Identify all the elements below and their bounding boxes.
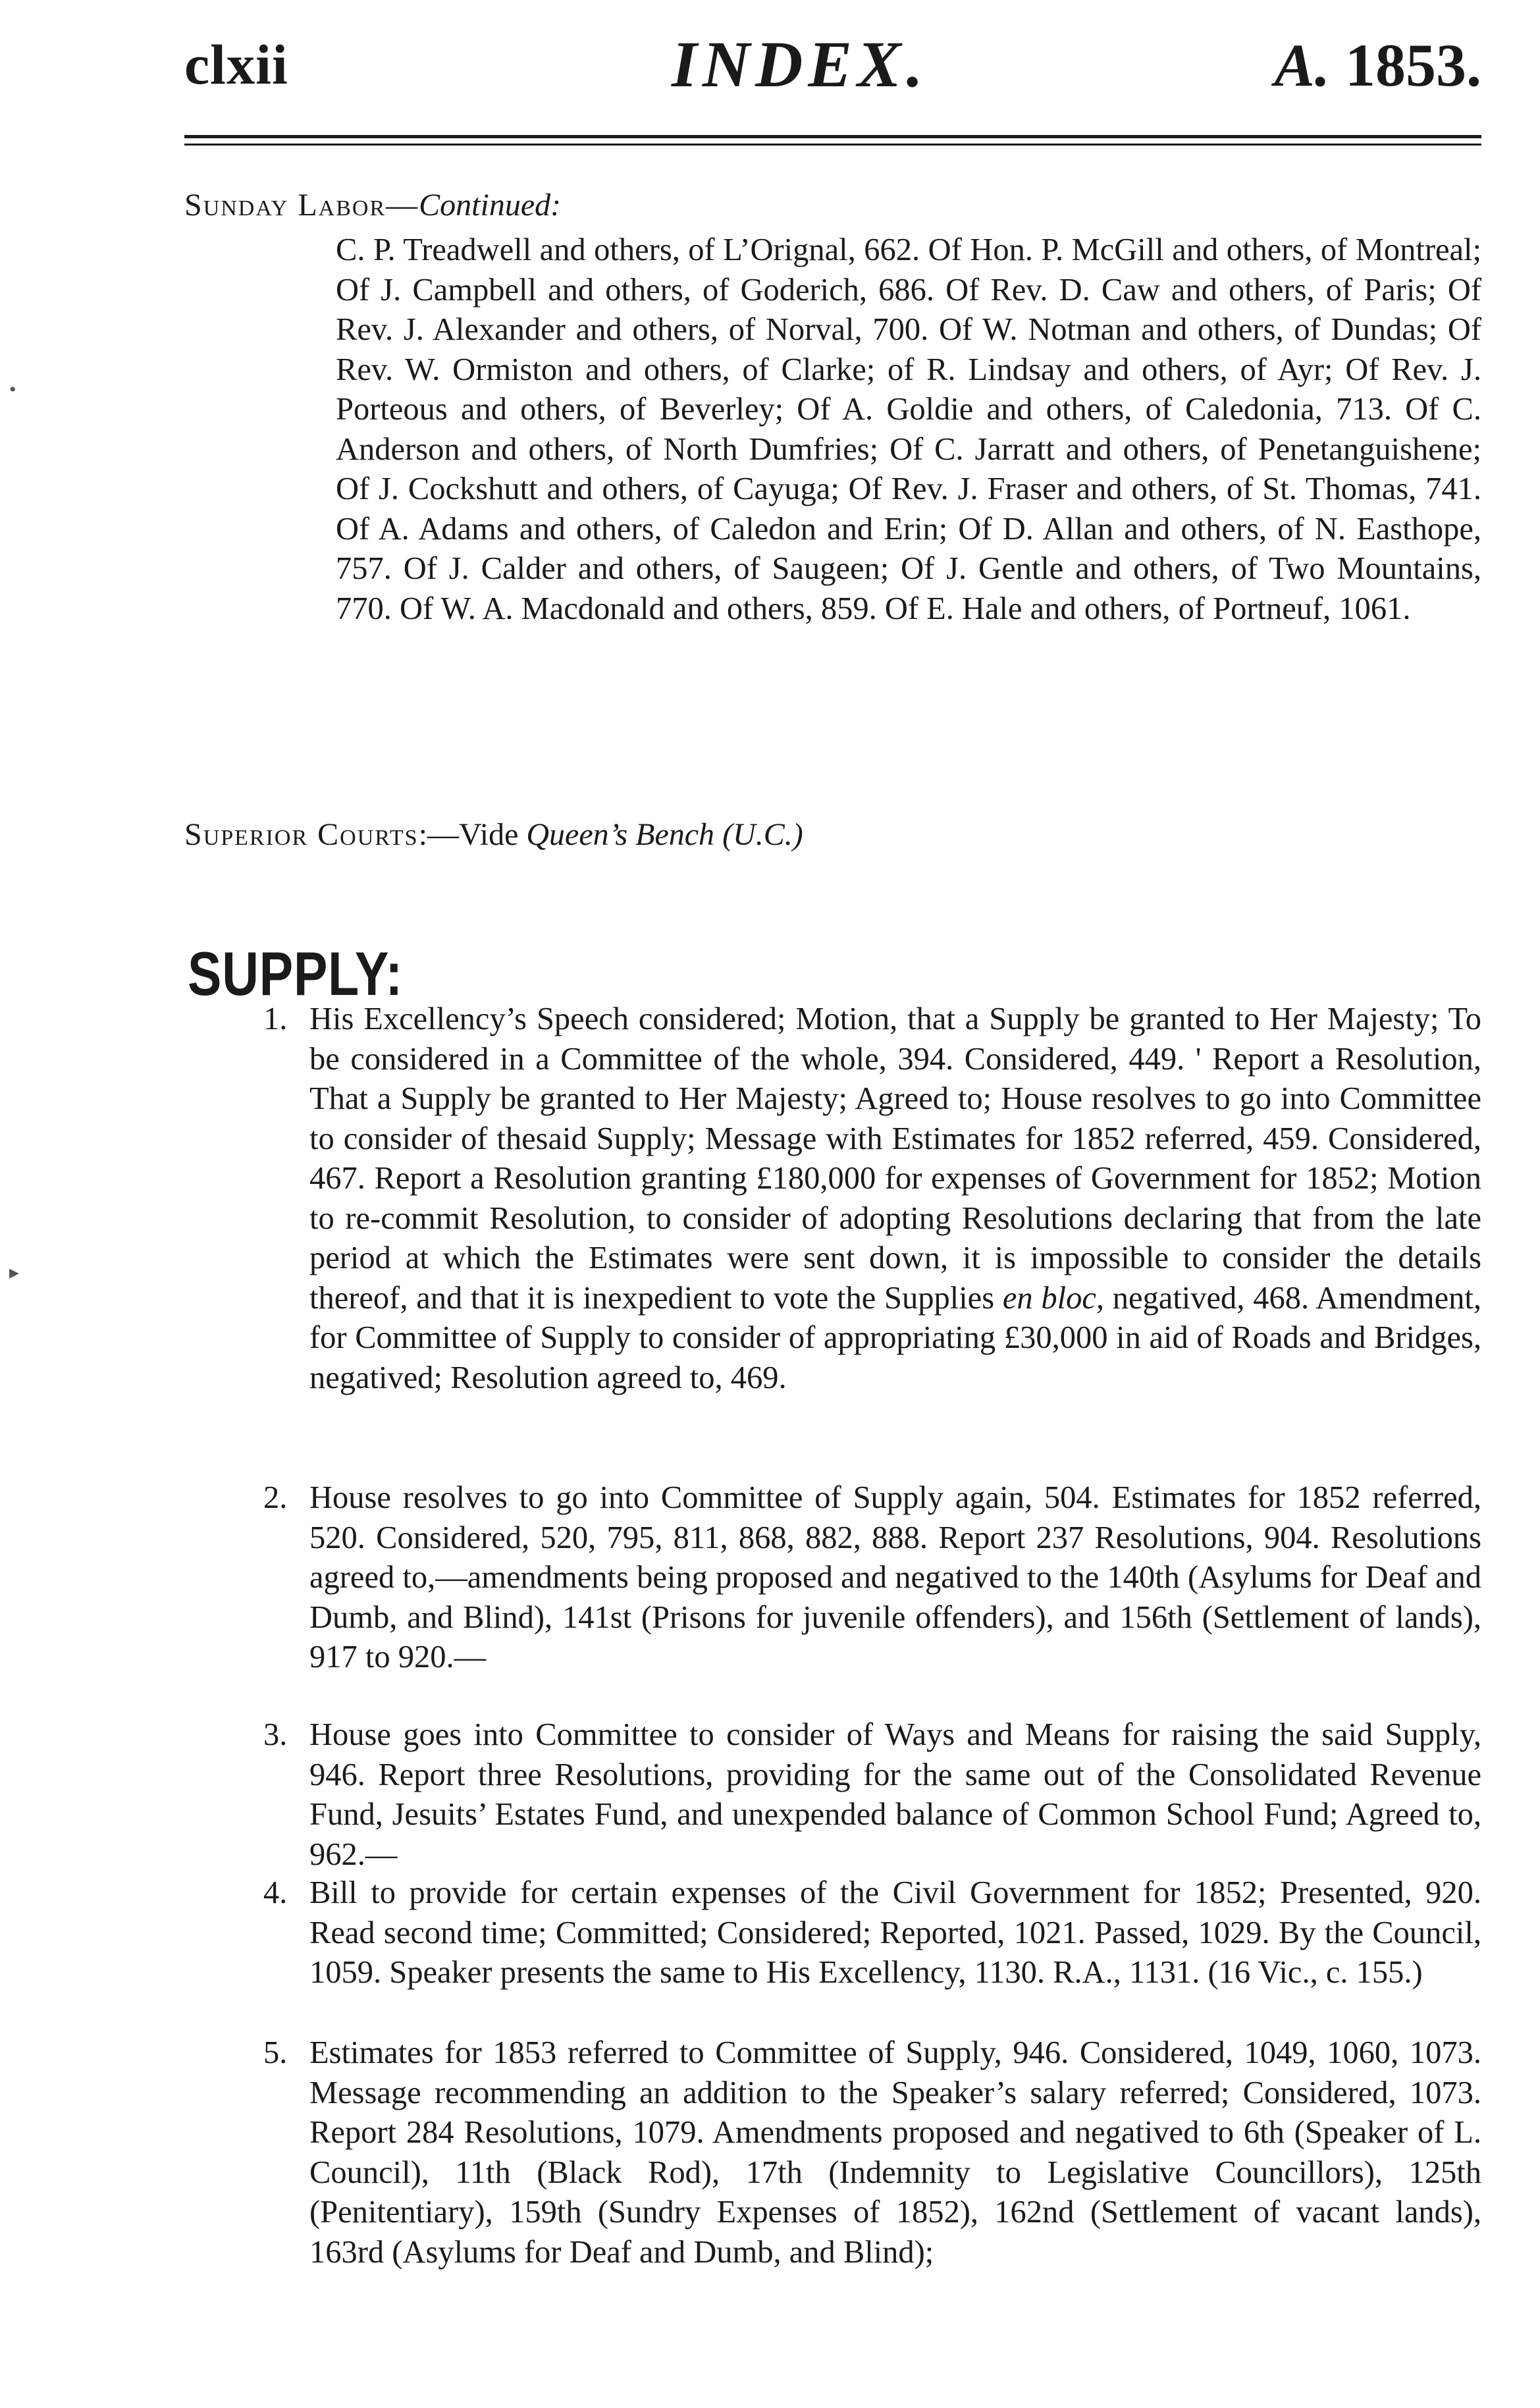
- entry-number: 4.: [263, 1875, 288, 1910]
- entry-text: [309, 1873, 1481, 1993]
- supply-entry-1: [263, 1000, 1481, 1398]
- section-letter: A.: [1274, 32, 1330, 99]
- entry-number: 1.: [263, 1002, 288, 1036]
- supply-entry-5: [263, 2033, 1481, 2272]
- entry-number: 2.: [263, 1480, 288, 1515]
- entry-text: [309, 1715, 1481, 1875]
- entry-text: [309, 1000, 1481, 1398]
- superior-courts-heading: [184, 815, 803, 855]
- supply-entry-4: [263, 1873, 1481, 1993]
- scan-mark: •: [9, 379, 16, 400]
- header-rule-thick: [184, 135, 1481, 138]
- year: 1853.: [1345, 32, 1481, 99]
- entry-number: 3.: [263, 1717, 288, 1752]
- supply-heading: SUPPLY:: [188, 939, 404, 1008]
- cross-reference-paren: (U.C.): [722, 817, 803, 852]
- page-number: clxii: [184, 33, 288, 96]
- page-header: [184, 26, 1481, 112]
- entry-text-part: House goes into Committee to consider of Ways and Means for raising the said Supply, 946. Report three Resolutions, providing for the same out of the Consolidated Revenue Fund, Jesuits’ Estates Fund, and unexpended balance of Common School Fund; Agreed to, 962.—: [309, 1717, 1481, 1872]
- entry-text: [309, 1478, 1481, 1678]
- superior-courts-heading-text: Superior Courts: [184, 817, 419, 852]
- entry-text-part: Estimates for 1853 referred to Committee of Supply, 946. Considered, 1049, 1060, 1073. Message recommending an addition to the Speaker’s salary referred; Considered, 1073. Report 284 Resolutions, 1079. Amendments proposed and negatived to 6th (Speaker of L. Council), 11th (Black Rod), 17th (Indemnity to Legislative Councillors), 125th (Penitentiary), 159th (Sundry Expenses of 1852), 162nd (Settlement of vacant lands), 163rd (Asylums for Deaf and Dumb, and Blind);: [309, 2035, 1481, 2270]
- sunday-labor-heading: [184, 186, 561, 225]
- cross-reference: Queen’s Bench: [526, 817, 715, 852]
- supply-entry-2: [263, 1478, 1481, 1678]
- entry-text-part: Bill to provide for certain expenses of the Civil Government for 1852; Presented, 920. Read second time; Committed; Considered; Reported, 1021. Passed, 1029. By the Council, 1059. Speaker presents the same to His Excellency, 1130. R.A., 1131. (16 Vic., c. 155.): [309, 1875, 1481, 1990]
- sunday-labor-body: C. P. Treadwell and others, of L’Orignal, 662. Of Hon. P. McGill and others, of Montreal; Of J. Campbell and others, of Goderich, 686. Of Rev. D. Caw and others, of Paris; Of Rev. J. Alexander and others, of Norval, 700. Of W. Notman and others, of Dundas; Of Rev. W. Ormiston and others, of Clarke; of R. Lindsay and others, of Ayr; Of Rev. J. Porteous and others, of Beverley; Of A. Goldie and others, of Caledonia, 713. Of C. Anderson and others, of North Dumfries; Of C. Jarratt and others, of Penetanguishene; Of J. Cockshutt and others, of Cayuga; Of Rev. J. Fraser and others, of St. Thomas, 741. Of A. Adams and others, of Caledon and Erin; Of D. Allan and others, of N. Easthope, 757. Of J. Calder and others, of Saugeen; Of J. Gentle and others, of Two Mountains, 770. Of W. A. Macdonald and others, 859. Of E. Hale and others, of Portneuf, 1061.: [336, 232, 1481, 626]
- entry-text-part: His Excellency’s Speech considered; Motion, that a Supply be granted to Her Majesty; To be considered in a Committee of the whole, 394. Considered, 449. ' Report a Resolution, That a Supply be granted to Her Majesty; Agreed to; House resolves to go into Committee to consider of thesaid Supply; Message with Estimates for 1852 referred, 459. Considered, 467. Report a Resolution granting £180,000 for expenses of Government for 1852; Motion to re-commit Resolution, to consider of adopting Resolutions declaring that from the late period at which the Estimates were sent down, it is impossible to consider the details thereof, and that it is inexpedient to vote the Supplies: [309, 1002, 1481, 1316]
- entry-text-part: negatived, 468. Amendment, for Committee of Supply to consider of appropriating £30,000 in aid of Roads and Bridges, negatived; Resolution agreed to, 469.: [309, 1280, 1482, 1395]
- scan-mark: ▸: [9, 1262, 20, 1283]
- entry-text-italic: en bloc,: [1002, 1280, 1105, 1316]
- header-rule-thin: [184, 144, 1481, 146]
- sunday-labor-heading-text: Sunday Labor—: [184, 188, 419, 223]
- vide-label: :—Vide: [418, 817, 519, 852]
- continued-label: Continued:: [419, 188, 562, 223]
- supply-entry-3: [263, 1715, 1481, 1875]
- entry-text: [309, 2033, 1481, 2272]
- section-year: [1275, 30, 1481, 100]
- page-title: INDEX.: [672, 28, 928, 101]
- entry-number: 5.: [263, 2035, 288, 2070]
- entry-text-part: House resolves to go into Committee of Supply again, 504. Estimates for 1852 referred, 520. Considered, 520, 795, 811, 868, 882, 888. Report 237 Resolutions, 904. Resolutions agreed to,—amendments being proposed and negatived to the 140th (Asylums for Deaf and Dumb, and Blind), 141st (Prisons for juvenile offenders), and 156th (Settlement of lands), 917 to 920.—: [309, 1480, 1481, 1674]
